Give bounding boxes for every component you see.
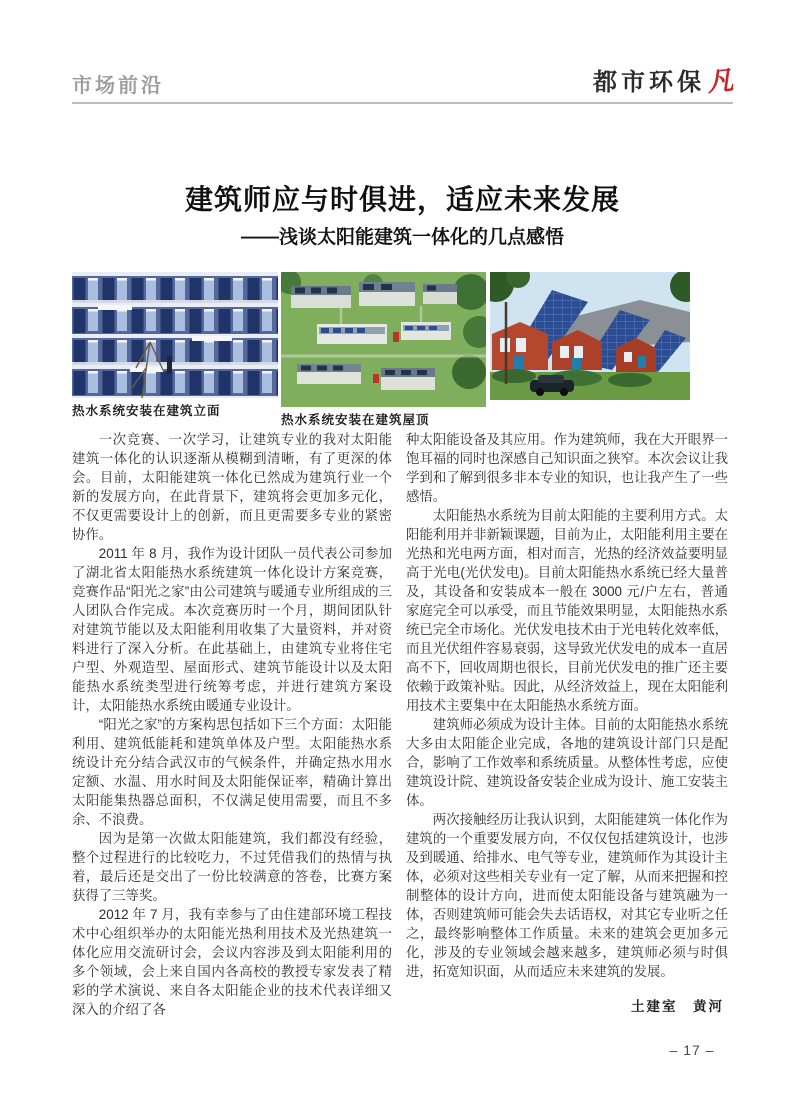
photo-aerial-rooftops [281, 272, 486, 407]
article-column-left [72, 430, 392, 1019]
facade-photo-graphic [72, 272, 278, 398]
author-byline: 土建室 黄河 [631, 999, 724, 1014]
paragraph: 2011 年 8 月，我作为设计团队一员代表公司参加了湖北省太阳能热水系统建筑一体化设计方案竞赛，竞赛作品“阳光之家”由公司建筑与暖通专业所组成的三人团队合作完成。本次竞赛历时一个月，期间团队针对建筑节能以及太阳能利用收集了大量资料，并对资料进行了深入分析。在此基础上，由建筑专业将住宅户型、外观造型、屋面形式、建筑节能设计以及太阳能热水系统类型进行统筹考虑，并进行建筑方案设计，太阳能热水系统由暖通专业设计。 [72, 546, 392, 713]
page-header [72, 64, 733, 104]
paragraph-continuation: 种太阳能设备及其应用。作为建筑师，我在大开眼界一饱耳福的同时也深感自己知识面之狭窄。本次会议让我学到和了解到很多非本专业的知识，也让我产生了一些感悟。 [406, 432, 728, 504]
aerial-photo-graphic [281, 272, 486, 407]
paragraph: “阳光之家”的方案构思包括如下三个方面：太阳能利用、建筑低能耗和建筑单体及户型。太阳能热水系统设计充分结合武汉市的气候条件，并确定热水用水定额、水温、用水时间及太阳能保证率，精确计算出太阳能集热器总面积，不仅满足使用需要，而且不多余、不浪费。 [72, 717, 392, 827]
photo-facade-solar [72, 272, 278, 398]
paragraph: 因为是第一次做太阳能建筑，我们都没有经验，整个过程进行的比较吃力，不过凭借我们的热情与执着，最后还是交出了一份比较满意的答卷，比赛方案获得了三等奖。 [72, 831, 392, 903]
article-title: 建筑师应与时俱进，适应未来发展 [184, 183, 620, 216]
paragraph: 一次竞赛、一次学习，让建筑专业的我对太阳能建筑一体化的认识逐渐从模糊到清晰，有了更深的体会。目前，太阳能建筑一体化已然成为建筑行业一个新的发展方向，在此背景下，建筑将会更加多元化，不仅更需要设计上的创新，而且更需要多专业的紧密协作。 [72, 432, 392, 542]
article-subtitle: ——浅谈太阳能建筑一体化的几点感悟 [240, 227, 564, 248]
photo-caption-rooftop: 热水系统安装在建筑屋顶 [281, 413, 430, 427]
magazine-brand [593, 61, 733, 98]
paragraph: 建筑师必须成为设计主体。目前的太阳能热水系统大多由太阳能企业完成，各地的建筑设计部门只是配合，影响了工作效率和系统质量。从整体性考虑，应使建筑设计院、建筑设备安装企业成为设计、施工安装主体。 [406, 717, 728, 808]
houses-photo-graphic [490, 272, 690, 400]
section-label: 市场前沿 [72, 75, 164, 97]
article-column-right [406, 430, 728, 1015]
magazine-title: 都市环保 [592, 68, 705, 96]
paragraph: 2012 年 7 月，我有幸参与了由住建部环境工程技术中心组织举办的太阳能光热利用技术及光热建筑一体化应用交流研讨会，会议内容涉及到太阳能利用的多个领域，会上来自国内各高校的教授专家发表了精彩的学术演说、来自各太阳能企业的技术代表详细又深入的介绍了各 [72, 907, 392, 1017]
magazine-logo-icon: 凡 [705, 65, 735, 99]
page-number: – 17 – [669, 1042, 715, 1058]
paragraph: 太阳能热水系统为目前太阳能的主要利用方式。太阳能利用并非新颖课题，目前为止，太阳能利用主要在光热和光电两方面，相对而言，光热的经济效益要明显高于光电(光伏发电)。目前太阳能热水系统已经大量普及，其设备和安装成本一般在 3000 元/户左右，普通家庭完全可以承受，而且节能效果明显，太阳能热水系统已完全市场化。光伏发电技术由于光电转化效率低，而且光伏组件容易衰弱，这导致光伏发电的成本一直居高不下，回收周期也很长，目前光伏发电的推广还主要依赖于政策补贴。因此，从经济效益上，现在太阳能利用技术主要集中在太阳能热水系统方面。 [406, 508, 728, 713]
photo-caption-facade: 热水系统安装在建筑立面 [72, 404, 221, 418]
paragraph: 两次接触经历让我认识到，太阳能建筑一体化作为建筑的一个重要发展方向，不仅仅包括建筑设计，也涉及到暖通、给排水、电气等专业，建筑师作为其设计主体，必须对这些相关专业有一定了解，从而来把握和控制整体的设计方向，进而使太阳能设备与建筑融为一体，否则建筑师可能会失去话语权，对其它专业听之任之，最终影响整体工作质量。未来的建筑会更加多元化，涉及的专业领域会越来越多，建筑师必须与时俱进，拓宽知识面，从而适应未来建筑的发展。 [406, 812, 728, 979]
photo-houses-solar-roofs [490, 272, 690, 400]
